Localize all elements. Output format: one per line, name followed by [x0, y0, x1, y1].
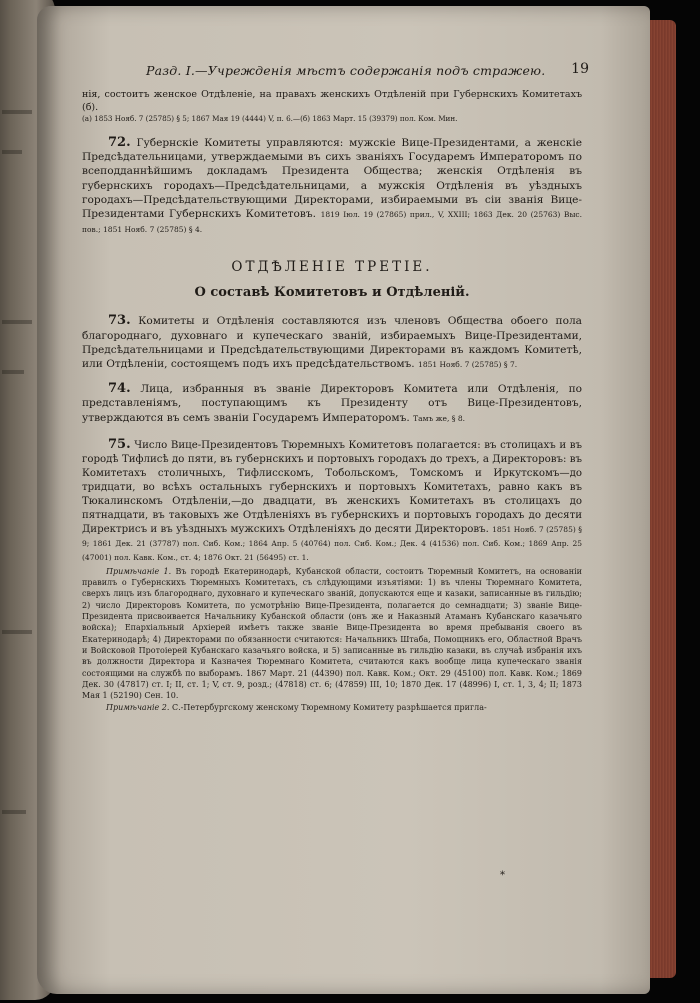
article-75-references: 1851 Нояб. 7 (25785) § 9; 1861 Дек. 21 (37787) пол. Сиб. Ком.; 1864 Апр. 5 (40764) пол. Сиб. Ком.; Дек. 4 (41536) пол. Сиб. Ком.; 1869 Апр. 25 (47001) пол. Кавк. Ком., ст. 4; 1876 Окт. 21 (56495) ст. 1. [82, 524, 582, 562]
article-75-number: 75. [108, 436, 131, 452]
note-1 [82, 566, 582, 702]
book-fore-edge [650, 20, 676, 978]
article-72-number: 72. [108, 135, 131, 150]
note-1-label: Примѣчаніе 1. [106, 566, 172, 576]
section-subheading: О составѣ Комитетовъ и Отдѣленій. [194, 285, 470, 301]
article-73-text: Комитеты и Отдѣленія составляются изъ членовъ Общества обоего пола благороднаго, духовнаго и купеческаго званій, избираемыхъ Вице-Президентами, Предсѣдательницами и Предсѣдательствующими Директорами въ каждомъ Комитетѣ, или Отдѣленіи, состоящемъ подъ ихъ предсѣдательствомъ. [82, 315, 582, 371]
article-73 [82, 314, 582, 372]
continuation-references: (а) 1853 Нояб. 7 (25785) § 5; 1867 Мая 19 (4444) V, п. 6.—(б) 1863 Март. 15 (39379) пол. Ком. Мин. [82, 114, 458, 123]
note-1-text: Въ городѣ Екатеринодарѣ, Кубанской области, состоитъ Тюремный Комитетъ, на основаніи правилъ о Губернскихъ Тюремныхъ Комитетахъ, съ слѣдующими изъятіями: 1) въ члены Тюремнаго Комитета, сверхъ лицъ изъ благороднаго, духовнаго и купеческаго званій, допускаются еще и казаки, записанные въ гильдію; 2) число Директоровъ Комитета, по усмотрѣнію Вице-Президента, полагается до семнадцати; 3) званіе Вице-Президента присвоивается Начальнику Кубанской области (онъ же и Наказный Атаманъ Кубанскаго казачьяго войска); Епархіальный Архіерей имѣетъ также званіе Вице-Президента во время пребыванія своего въ Екатеринодарѣ; 4) Директорами по обязанности считаются: Начальникъ Штаба, Помощникъ его, Областной Врачъ и Войсковой Протоіерей Кубанскаго казачьяго войска, и 5) записанные въ гильдію казаки, въ случаѣ избранія ихъ въ должности Директора и Казначея Тюремнаго Комитета, считаются какъ вообще лица купеческаго званія состоящими на службѣ по выборамъ. [82, 566, 582, 678]
note-2-text: С.-Петербургскому женскому Тюремному Комитету разрѣшается пригла- [171, 703, 487, 713]
page-number: 19 [571, 61, 589, 77]
article-74-text: Лица, избранныя въ званіе Директоровъ Комитета или Отдѣленія, по представленіямъ, поступающимъ къ Президенту отъ Вице-Президентовъ, утверждаются въ семъ званіи Государемъ Императоромъ. [82, 383, 583, 424]
catchword-mark: * [500, 870, 505, 881]
article-74 [82, 382, 582, 426]
article-72-references: 1819 Іюл. 19 (27865) прил., V, XXIII; 1863 Дек. 20 (25763) Выс. пов.; 1851 Нояб. 7 (25785) § 4. [82, 210, 582, 235]
article-74-number: 74. [108, 381, 131, 397]
article-72 [82, 136, 582, 237]
section-heading: ОТДѢЛЕНІЕ ТРЕТІЕ. [231, 259, 433, 276]
continuation-text: нія, состоитъ женское Отдѣленіе, на правахъ женскихъ Отдѣленій при Губернскихъ Комитетахъ (б). [82, 89, 582, 113]
note-2-label: Примѣчаніе 2. [106, 703, 170, 713]
article-75 [82, 438, 582, 565]
article-73-references: 1851 Нояб. 7 (25785) § 7. [418, 360, 518, 370]
article-74-references: Тамъ же, § 8. [413, 413, 465, 423]
article-72-text: Губернскіе Комитеты управляются: мужскіе Вице-Президентами, а женскіе Предсѣдательницами, утверждаемыми въ сихъ званіяхъ Государемъ Императоромъ по всеподданнѣйшимъ докладамъ Президента Общества; женскія Отдѣленія въ губернскихъ городахъ—Предсѣдательницами, а мужскія Отдѣленія въ уѣздныхъ городахъ—Предсѣдательствующими Директорами, избираемыми въ сіи званія Вице-Президентами Губернскихъ Комитетовъ. [82, 137, 583, 221]
article-73-number: 73. [108, 313, 131, 329]
page-content [82, 60, 589, 714]
article-75-text: Число Вице-Президентовъ Тюремныхъ Комитетовъ полагается: въ столицахъ и въ городѣ Тифлисѣ до пяти, въ губернскихъ и портовыхъ городахъ до трехъ, а Директоровъ: въ Комитетахъ столичныхъ, Тифлисскомъ, Тобольскомъ, Томскомъ и Иркутскомъ—до тридцати, во всѣхъ остальныхъ губернскихъ и портовыхъ Комитетахъ, равно какъ въ Тюкалинскомъ Отдѣленіи,—до двадцати, въ женскихъ Комитетахъ въ столицахъ до пятнадцати, въ таковыхъ же Отдѣленіяхъ въ губернскихъ и портовыхъ городахъ до десяти Директрисъ и въ уѣздныхъ мужскихъ Отдѣленіяхъ до десяти Директоровъ. [82, 439, 582, 535]
note-1-references: 1867 Март. 21 (44390) пол. Кавк. Ком.; Окт. 29 (45100) пол. Кавк. Ком.; 1869 Дек. 30 (47817) ст. I; II, ст. 1; V, ст. 9, розд.; (47818) ст. 6; (47859) III, 10; 1870 Дек. 17 (48996) I, ст. 1, 3, 4; II; 1873 Мая 1 (52190) Сен. 10. [82, 668, 582, 701]
note-2 [82, 702, 582, 713]
running-head-title: Разд. I.—Учрежденія мѣстъ содержанія подъ стражею. [146, 63, 546, 78]
running-head [82, 60, 589, 82]
